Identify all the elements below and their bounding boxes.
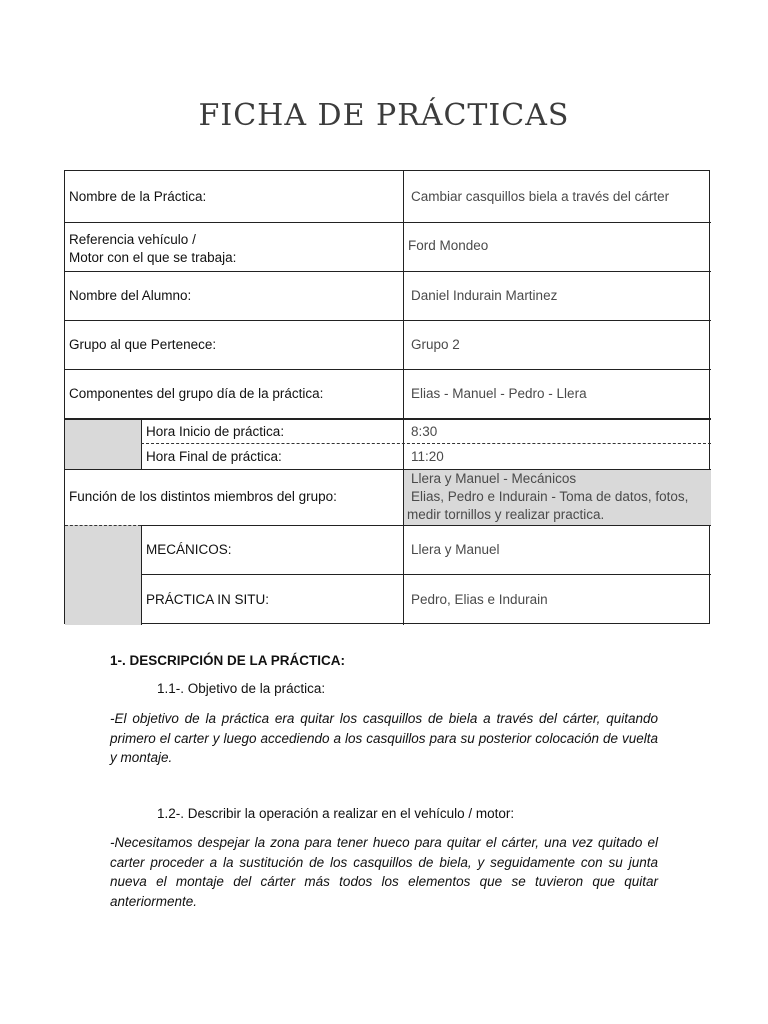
practice-info-table [64,170,710,624]
label-nombre-practica: Nombre de la Práctica: [69,188,207,204]
value-nombre-practica: Cambiar casquillos biela a través del cárter [411,188,670,204]
subsection-heading-objetivo: 1.1-. Objetivo de la práctica: [157,681,326,696]
value-funcion-line3: medir tornillos y realizar practica. [407,507,605,522]
paragraph-objetivo: -El objetivo de la práctica era quitar los casquillos de biela a través del cárter, quitando primero el carter y luego accediendo a los casquillos para su posterior colocación de vuelta y montaje. [110,711,658,765]
value-mecanicos: Llera y Manuel [411,542,500,557]
value-grupo: Grupo 2 [411,336,460,352]
row-divider-dashed [65,525,141,526]
paragraph-operacion: -Necesitamos despejar la zona para tener hueco para quitar el cárter, una vez quitado el carter proceder a la sustitución de los casquillos de biela, y seguidamente con su junta nueva el montaje del cárter más todos los elementos que se tuvieron que quitar anteriormente. [110,835,658,909]
label-grupo: Grupo al que Pertenece: [69,336,217,352]
label-referencia-line1: Referencia vehículo / [69,231,196,247]
value-funcion-line2: Elias, Pedro e Indurain - Toma de datos, fotos, [411,489,689,504]
subsection-heading-operacion: 1.2-. Describir la operación a realizar en el vehículo / motor: [157,806,515,821]
value-componentes: Elias - Manuel - Pedro - Llera [411,385,587,401]
value-funcion-line1: Llera y Manuel - Mecánicos [411,471,577,486]
shade-time-rows [65,419,141,469]
label-referencia [65,222,403,271]
label-mecanicos: MECÁNICOS: [146,542,232,557]
label-funcion: Función de los distintos miembros del grupo: [69,489,337,504]
value-practica-in-situ: Pedro, Elias e Indurain [411,592,548,607]
shade-roles-rows [65,525,141,625]
label-hora-inicio: Hora Inicio de práctica: [146,424,285,439]
page-title: FICHA DE PRÁCTICAS [198,98,570,133]
label-componentes: Componentes del grupo día de la práctica: [69,385,324,401]
value-hora-inicio: 8:30 [411,424,438,439]
value-alumno: Daniel Indurain Martinez [411,287,558,303]
section-heading-descripcion: 1-. DESCRIPCIÓN DE LA PRÁCTICA: [110,653,346,668]
label-hora-final: Hora Final de práctica: [146,448,282,464]
value-funcion [404,469,711,525]
value-referencia: Ford Mondeo [408,237,489,253]
label-practica-in-situ: PRÁCTICA IN SITU: [146,592,270,607]
value-hora-final: 11:20 [411,448,444,464]
label-alumno: Nombre del Alumno: [69,287,192,303]
label-referencia-line2: Motor con el que se trabaja: [69,249,237,265]
